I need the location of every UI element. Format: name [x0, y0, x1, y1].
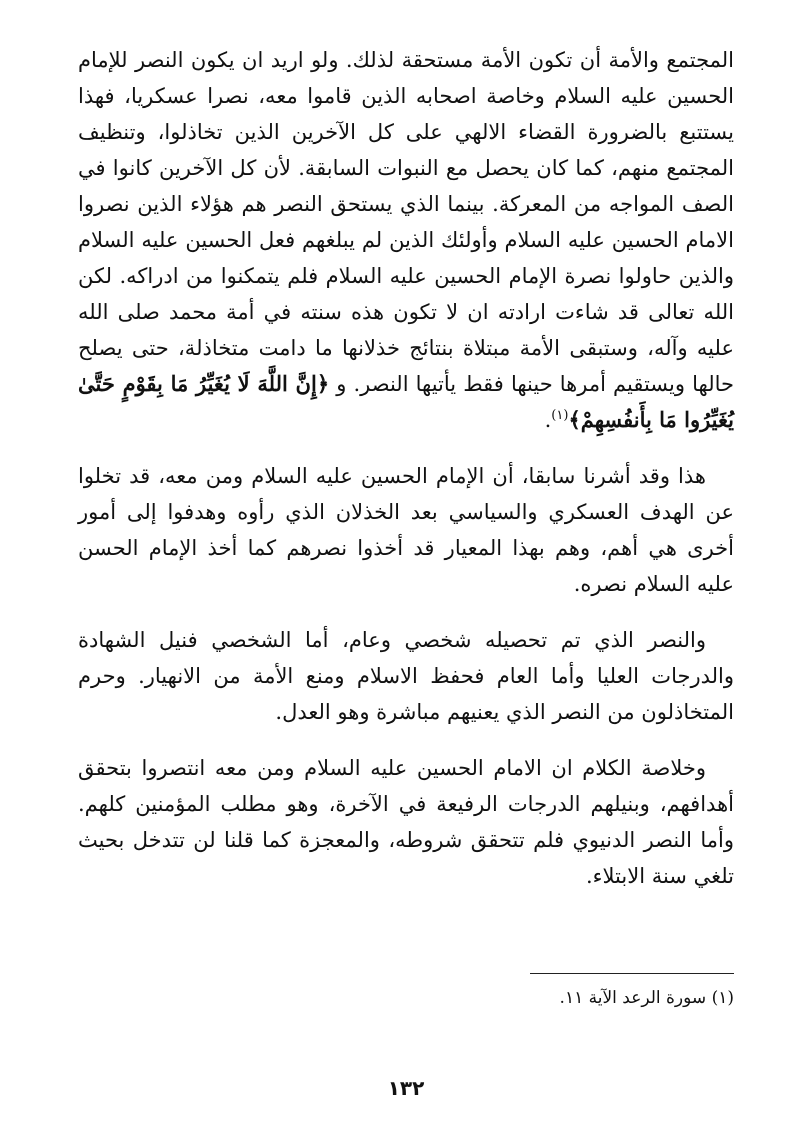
paragraph-1-text: المجتمع والأمة أن تكون الأمة مستحقة لذلك. ولو اريد ان يكون النصر للإمام الحسين عليه السلام وخاصة اصحابه الذين قاموا معه، نصرا عسكريا، فهذا يستتبع بالضرورة القضاء الالهي على كل الآخرين الذين تخاذلوا، وتنظيف المجتمع منهم، كما كان يحصل مع النبوات السابقة. لأن كل الآخرين كانوا في الصف المواجه من المعركة. بينما الذي يستحق النصر هم هؤلاء الذين نصروا الامام الحسين عليه السلام وأولئك الذين لم يبلغهم فعل الحسين عليه السلام والذين حاولوا نصرة الإمام الحسين عليه السلام فلم يتمكنوا من ادراكه. لكن الله تعالى قد شاءت ارادته ان لا تكون هذه سنته في أمة محمد صلى الله عليه وآله، وستبقى الأمة مبتلاة بنتائج خذلانها ما دامت متخاذلة، حتى يصلح حالها ويستقيم أمرها حينها فقط يأتيها النصر. و [78, 48, 734, 396]
footnote-divider [530, 973, 734, 974]
paragraph-4 [78, 750, 734, 894]
footnote: (١) سورة الرعد الآية ١١. [559, 988, 734, 1008]
paragraph-1 [78, 42, 734, 438]
paragraph-4-text: وخلاصة الكلام ان الامام الحسين عليه السلام ومن معه انتصروا بتحقق أهدافهم، وبنيلهم الدرجات الرفيعة في الآخرة، وهو مطلب المؤمنين كلهم. وأما النصر الدنيوي فلم تتحقق شروطه، والمعجزة كما قلنا لن تتدخل بحيث تلغي سنة الابتلاء. [78, 756, 734, 888]
paragraph-2 [78, 458, 734, 602]
page-body [78, 42, 734, 910]
page-number: ١٣٢ [387, 1076, 425, 1100]
paragraph-1-tail: . [544, 408, 552, 432]
footnote-reference[interactable]: (١) [551, 408, 569, 423]
quran-verse: ﴿إِنَّ اللَّهَ لَا يُغَيِّرُ مَا بِقَوْمٍ حَتَّىٰ يُغَيِّرُوا مَا بِأَنفُسِهِمْ﴾ [78, 371, 734, 432]
paragraph-2-text: هذا وقد أشرنا سابقا، أن الإمام الحسين عليه السلام ومن معه، قد تخلوا عن الهدف العسكري والسياسي بعد الخذلان الذي رأوه وهدفوا إلى أمور أخرى هي أهم، وهم بهذا المعيار قد أخذوا نصرهم كما أخذ الإمام الحسن عليه السلام نصره. [78, 464, 734, 596]
paragraph-3-text: والنصر الذي تم تحصيله شخصي وعام، أما الشخصي فنيل الشهادة والدرجات العليا وأما العام فحفظ الاسلام ومنع الأمة من الانهيار. وحرم المتخاذلون من النصر الذي يعنيهم مباشرة وهو العدل. [78, 628, 734, 724]
paragraph-3 [78, 622, 734, 730]
